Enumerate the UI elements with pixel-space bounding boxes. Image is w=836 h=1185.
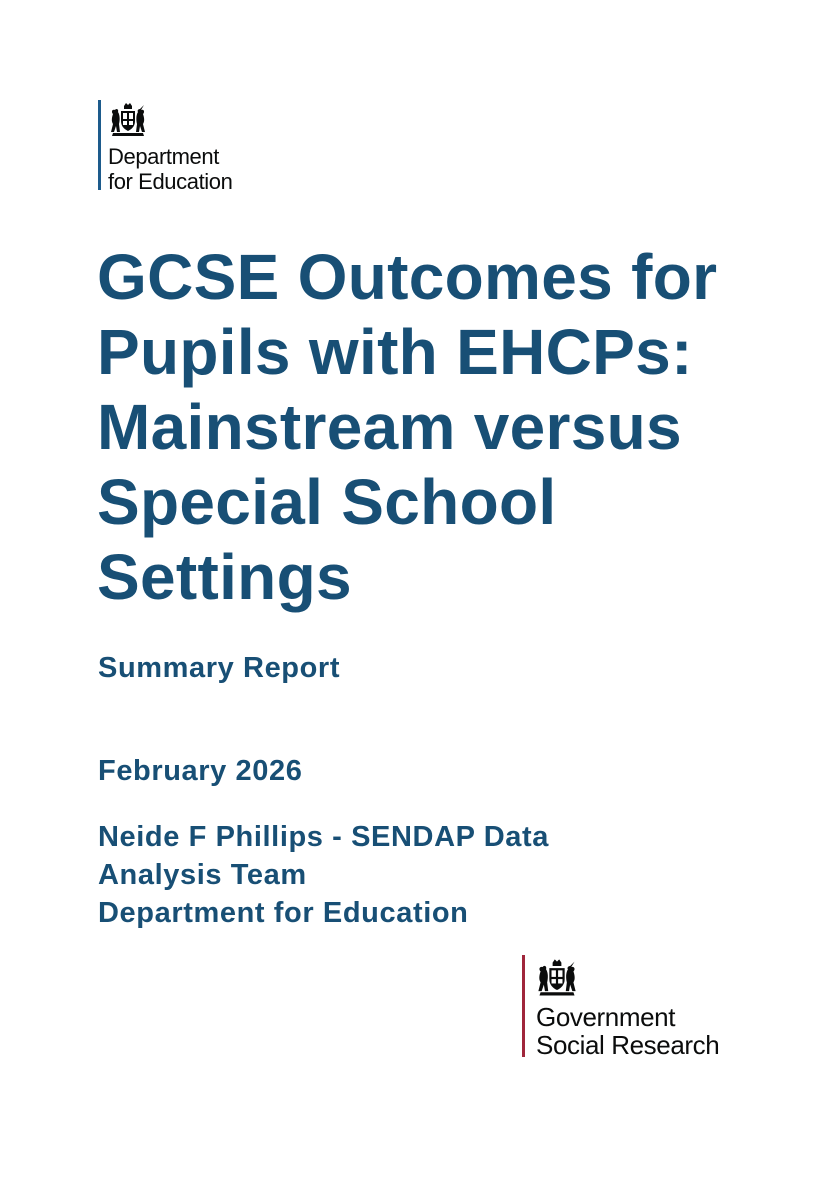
royal-coat-of-arms-icon (534, 958, 580, 998)
dfe-logo-line-1: Department (108, 144, 219, 169)
dfe-logo (98, 100, 258, 192)
document-subtitle: Summary Report (98, 652, 341, 684)
document-title: GCSE Outcomes for Pupils with EHCPs: Mainstream versus Special School Settings (97, 241, 718, 613)
publication-date: February 2026 (98, 755, 303, 787)
author-line-1: Neide F Phillips - SENDAP Data (98, 821, 549, 853)
author-line-2: Analysis Team (98, 859, 307, 891)
author-line-3: Department for Education (98, 897, 469, 929)
dfe-logo-rule (98, 100, 101, 190)
gsr-logo-line-2: Social Research (536, 1030, 720, 1060)
dfe-logo-wordmark (108, 144, 232, 194)
royal-coat-of-arms-icon (107, 102, 149, 138)
gsr-logo-rule (522, 955, 525, 1057)
dfe-logo-line-2: for Education (108, 169, 233, 194)
gsr-logo-line-1: Government (536, 1002, 676, 1032)
gsr-logo-wordmark (536, 1003, 719, 1059)
gsr-logo (522, 955, 752, 1060)
author-block (98, 818, 718, 932)
